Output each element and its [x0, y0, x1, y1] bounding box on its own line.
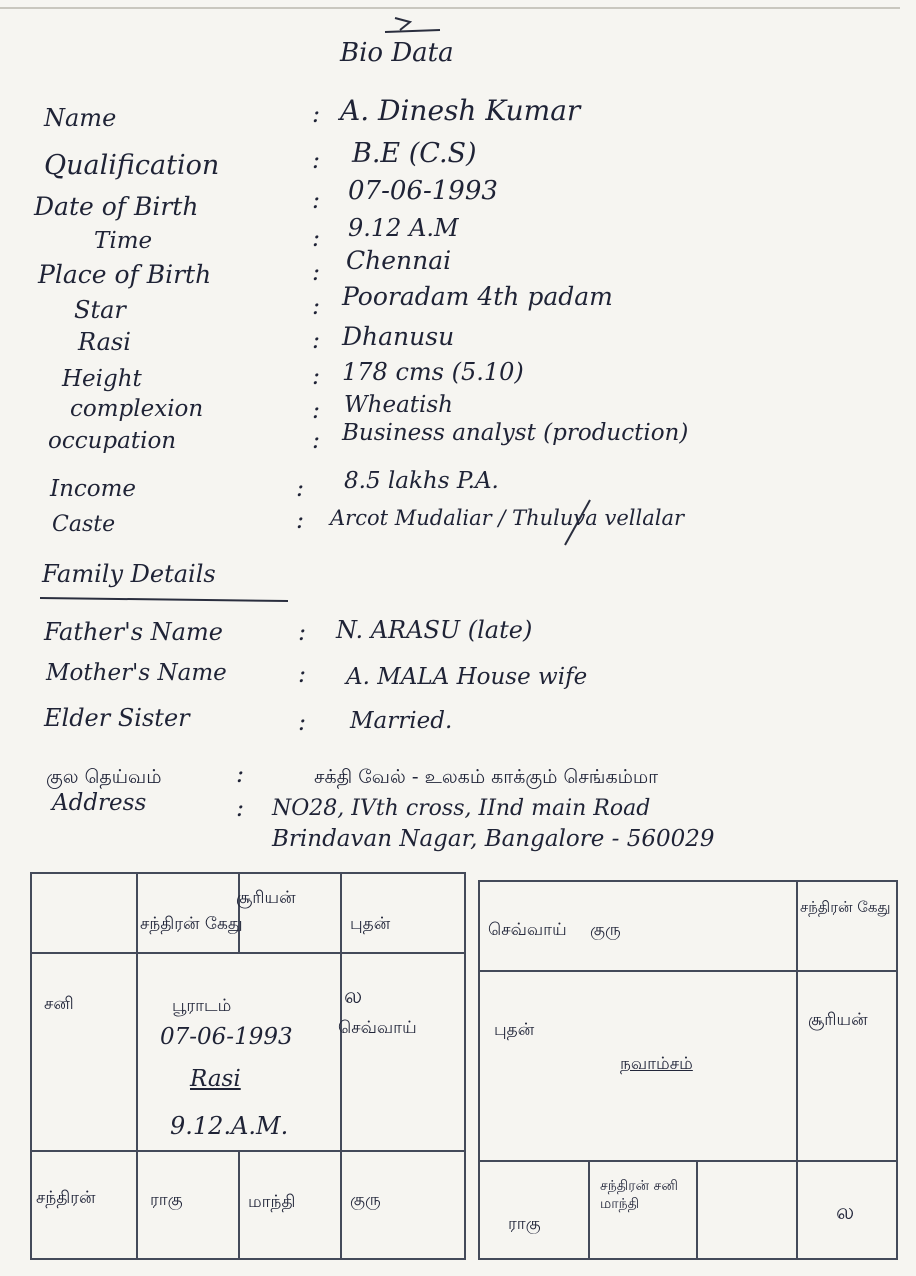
colon: :	[312, 396, 321, 424]
field-label-complexion: complexion	[70, 396, 204, 422]
address-line2: Brindavan Nagar, Bangalore - 560029	[272, 826, 715, 852]
rasi-cell-moon: சந்திரன்	[36, 1188, 96, 1208]
family-heading: Family Details	[42, 560, 216, 588]
grid-line	[796, 880, 798, 1260]
colon: :	[312, 258, 321, 286]
grid-line	[478, 970, 898, 972]
colon: :	[312, 224, 321, 252]
rasi-cell-jupiter: குரு	[350, 1190, 381, 1210]
field-label-caste: Caste	[52, 512, 116, 537]
colon: :	[296, 506, 305, 534]
navamsa-cell-moon-saturn-maandhi: சந்திரன் சனி மாந்தி	[600, 1178, 678, 1212]
field-value-time: 9.12 A.M	[348, 214, 459, 242]
navamsa-cell-mercury: புதன்	[494, 1020, 535, 1040]
colon: :	[312, 362, 321, 390]
colon: :	[312, 426, 321, 454]
family-value-sister: Married.	[350, 708, 453, 734]
field-label-occupation: occupation	[48, 428, 177, 454]
family-underline	[40, 598, 288, 601]
colon: :	[236, 760, 245, 788]
grid-line	[30, 1150, 466, 1152]
grid-line	[340, 872, 342, 1260]
page-title: Bio Data	[340, 38, 454, 68]
field-label-dob: Date of Birth	[34, 192, 199, 221]
field-value-complexion: Wheatish	[344, 392, 453, 418]
grid-line	[896, 880, 898, 1260]
field-value-dob: 07-06-1993	[348, 176, 498, 206]
colon: :	[312, 186, 321, 214]
colon: :	[312, 292, 321, 320]
field-value-qualification: B.E (C.S)	[352, 138, 477, 169]
navamsa-cell-sun: சூரியன்	[808, 1010, 868, 1030]
rasi-center-star: பூராடம்	[172, 996, 232, 1016]
grid-line	[30, 872, 466, 874]
grid-line	[464, 872, 466, 1260]
field-value-height: 178 cms (5.10)	[342, 358, 524, 386]
kula-deivam-value: சக்தி வேல் - உலகம் காக்கும் செங்கம்மா	[314, 766, 659, 788]
field-label-star: Star	[74, 296, 126, 324]
colon: :	[236, 794, 245, 822]
rasi-cell-mars: செவ்வாய்	[338, 1018, 417, 1038]
rasi-cell-moon-ketu: சந்திரன் கேது	[140, 914, 243, 934]
rasi-center-time: 9.12.A.M.	[170, 1112, 289, 1140]
grid-line	[478, 1160, 898, 1162]
colon: :	[298, 660, 307, 688]
rasi-cell-maandhi: மாந்தி	[248, 1192, 296, 1212]
rasi-cell-saturn: சனி	[44, 994, 74, 1014]
navamsa-cell-jupiter: குரு	[590, 920, 621, 940]
field-value-place: Chennai	[346, 246, 452, 275]
grid-line	[30, 872, 32, 1260]
field-label-rasi: Rasi	[78, 328, 131, 356]
field-label-name: Name	[44, 104, 117, 132]
family-label-sister: Elder Sister	[44, 704, 190, 732]
rasi-cell-sun: சூரியன்	[236, 888, 296, 908]
colon: :	[296, 474, 305, 502]
grid-line	[478, 880, 480, 1260]
navamsa-center-label: நவாம்சம்	[620, 1054, 693, 1074]
grid-line	[136, 872, 138, 1260]
top-mark-icon	[385, 18, 440, 32]
kula-deivam-label: குல தெய்வம்	[46, 766, 162, 788]
field-label-place: Place of Birth	[38, 260, 212, 289]
rasi-cell-mercury: புதன்	[350, 914, 391, 934]
colon: :	[312, 326, 321, 354]
grid-line	[30, 952, 466, 954]
navamsa-cell-mars: செவ்வாய்	[488, 920, 567, 940]
grid-line	[588, 1160, 590, 1260]
grid-line	[478, 1258, 898, 1260]
colon: :	[298, 618, 307, 646]
address-line1: NO28, IVth cross, IInd main Road	[272, 796, 651, 821]
family-label-father: Father's Name	[44, 618, 223, 646]
navamsa-cell-rahu: ராகு	[508, 1214, 541, 1234]
field-value-rasi: Dhanusu	[342, 322, 455, 351]
grid-line	[30, 1258, 466, 1260]
field-label-qualification: Qualification	[44, 150, 220, 181]
address-label: Address	[52, 790, 147, 816]
rasi-center-date: 07-06-1993	[160, 1024, 293, 1050]
rasi-cell-rahu: ராகு	[150, 1190, 183, 1210]
family-value-mother: A. MALA House wife	[346, 664, 588, 690]
grid-line	[478, 880, 898, 882]
grid-line	[238, 1150, 240, 1260]
field-value-occupation: Business analyst (production)	[342, 420, 689, 446]
rasi-lagna-mark: ல	[344, 984, 363, 1009]
grid-line	[696, 1160, 698, 1260]
colon: :	[312, 100, 321, 128]
field-label-height: Height	[62, 366, 142, 392]
grid-line	[238, 872, 240, 954]
field-value-caste: Arcot Mudaliar / Thuluva vellalar	[330, 506, 685, 530]
field-value-star: Pooradam 4th padam	[342, 282, 613, 311]
colon: :	[298, 708, 307, 736]
family-value-father: N. ARASU (late)	[336, 616, 533, 644]
family-label-mother: Mother's Name	[46, 660, 227, 686]
navamsa-cell-moon-ketu: சந்திரன் கேது	[800, 898, 891, 916]
field-label-time: Time	[94, 228, 153, 254]
rasi-center-label: Rasi	[190, 1066, 241, 1092]
colon: :	[312, 146, 321, 174]
navamsa-lagna-mark: ல	[836, 1200, 855, 1225]
field-label-income: Income	[50, 476, 137, 502]
field-value-name: A. Dinesh Kumar	[340, 94, 581, 127]
field-value-income: 8.5 lakhs P.A.	[344, 468, 499, 494]
